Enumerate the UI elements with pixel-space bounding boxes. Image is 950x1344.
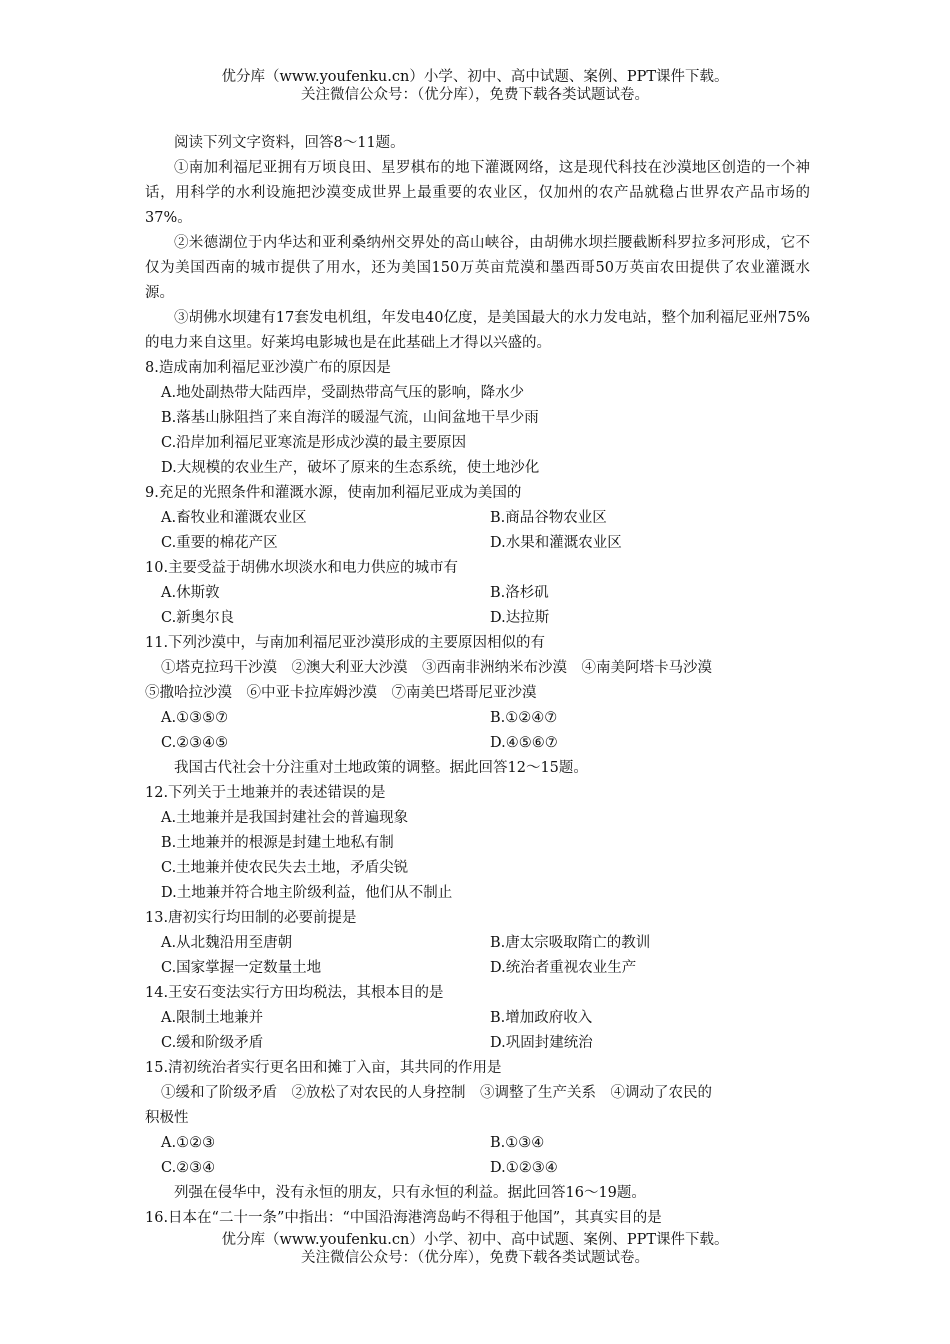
q10-option-a: A.休斯敦 [161, 585, 220, 601]
q14-options-row-2 [145, 1031, 810, 1056]
passage3-intro: 列强在侵华中，没有永恒的朋友，只有永恒的利益。据此回答16～19题。 [174, 1185, 646, 1201]
q13-option-d: D.统治者重视农业生产 [490, 960, 637, 976]
footer-line-2: 关注微信公众号：（优分库），免费下载各类试题试卷。 [301, 1250, 649, 1266]
q14-options-row-1 [145, 1006, 810, 1031]
passage1-para-3: ③胡佛水坝建有17套发电机组，年发电40亿度，是美国最大的水力发电站，整个加利福尼亚州75%的电力来自这里。好莱坞电影城也是在此基础上才得以兴盛的。 [145, 310, 810, 351]
question-16-stem: 16.日本在“二十一条”中指出：“中国沿海港湾岛屿不得租于他国”，其真实目的是 [145, 1210, 662, 1226]
footer-line-1: 优分库（www.youfenku.cn）小学、初中、高中试题、案例、PPT课件下载。 [221, 1232, 729, 1248]
passage1-intro: 阅读下列文字资料，回答8～11题。 [174, 135, 405, 151]
q14-option-b: B.增加政府收入 [490, 1010, 593, 1026]
question-9-stem: 9.充足的光照条件和灌溉水源，使南加利福尼亚成为美国的 [145, 485, 522, 501]
q13-options-row-2 [145, 956, 810, 981]
q8-option-a: A.地处副热带大陆西岸，受副热带高气压的影响，降水少 [161, 385, 525, 401]
q12-option-a: A.土地兼并是我国封建社会的普遍现象 [161, 810, 409, 826]
passage1-para-1: ①南加利福尼亚拥有万顷良田、星罗棋布的地下灌溉网络，这是现代科技在沙漠地区创造的一个神话，用科学的水利设施把沙漠变成世界上最重要的农业区，仅加州的农产品就稳占世界农产品市场的37%。 [145, 160, 810, 226]
q10-option-b: B.洛杉矶 [490, 585, 549, 601]
q15-option-c: C.②③④ [161, 1160, 216, 1176]
q12-option-b: B.土地兼并的根源是封建土地私有制 [161, 835, 394, 851]
q15-option-a: A.①②③ [161, 1135, 216, 1151]
question-12-stem: 12.下列关于土地兼并的表述错误的是 [145, 785, 386, 801]
q8-option-d: D.大规模的农业生产，破坏了原来的生态系统，使土地沙化 [161, 460, 540, 476]
q9-option-b: B.商品谷物农业区 [490, 510, 607, 526]
q8-option-c: C.沿岸加利福尼亚寒流是形成沙漠的最主要原因 [161, 435, 467, 451]
q11-options-row-1 [145, 706, 810, 731]
q12-option-d: D.土地兼并符合地主阶级利益，他们从不制止 [161, 885, 453, 901]
q14-option-c: C.缓和阶级矛盾 [161, 1035, 264, 1051]
q13-options-row-1 [145, 931, 810, 956]
q11-option-a: A.①③⑤⑦ [161, 710, 229, 726]
question-11-stem: 11.下列沙漠中，与南加利福尼亚沙漠形成的主要原因相似的有 [145, 635, 546, 651]
header-line-1: 优分库（www.youfenku.cn）小学、初中、高中试题、案例、PPT课件下载。 [221, 69, 729, 85]
q15-items-line-2: 积极性 [145, 1110, 189, 1126]
q15-items-line-1: ①缓和了阶级矛盾 ②放松了对农民的人身控制 ③调整了生产关系 ④调动了农民的 [161, 1085, 712, 1101]
q10-option-d: D.达拉斯 [490, 610, 550, 626]
q9-option-a: A.畜牧业和灌溉农业区 [161, 510, 307, 526]
q10-option-c: C.新奥尔良 [161, 610, 235, 626]
passage2-intro: 我国古代社会十分注重对土地政策的调整。据此回答12～15题。 [174, 760, 588, 776]
passage1-para-2: ②米德湖位于内华达和亚利桑纳州交界处的高山峡谷，由胡佛水坝拦腰截断科罗拉多河形成，它不仅为美国西南的城市提供了用水，还为美国150万英亩荒漠和墨西哥50万英亩农田提供了农业灌溉水源。 [145, 235, 810, 301]
page-footer [0, 1231, 950, 1267]
question-10-stem: 10.主要受益于胡佛水坝淡水和电力供应的城市有 [145, 560, 459, 576]
q11-option-b: B.①②④⑦ [490, 710, 558, 726]
q9-option-c: C.重要的棉花产区 [161, 535, 278, 551]
q11-option-c: C.②③④⑤ [161, 735, 229, 751]
question-14-stem: 14.王安石变法实行方田均税法，其根本目的是 [145, 985, 444, 1001]
q9-options-row-2 [145, 531, 810, 556]
q11-option-d: D.④⑤⑥⑦ [490, 735, 558, 751]
q14-option-d: D.巩固封建统治 [490, 1035, 593, 1051]
q15-option-d: D.①②③④ [490, 1160, 558, 1176]
q9-options-row-1 [145, 506, 810, 531]
q11-items-line-2: ⑤撒哈拉沙漠 ⑥中亚卡拉库姆沙漠 ⑦南美巴塔哥尼亚沙漠 [145, 685, 537, 701]
header-line-2: 关注微信公众号：（优分库），免费下载各类试题试卷。 [301, 87, 649, 103]
q14-option-a: A.限制土地兼并 [161, 1010, 264, 1026]
question-8-stem: 8.造成南加利福尼亚沙漠广布的原因是 [145, 360, 391, 376]
q10-options-row-2 [145, 606, 810, 631]
q9-option-d: D.水果和灌溉农业区 [490, 535, 622, 551]
q11-items-line-1: ①塔克拉玛干沙漠 ②澳大利亚大沙漠 ③西南非洲纳米布沙漠 ④南美阿塔卡马沙漠 [161, 660, 712, 676]
q15-options-row-1 [145, 1131, 810, 1156]
q15-options-row-2 [145, 1156, 810, 1181]
q15-option-b: B.①③④ [490, 1135, 545, 1151]
q13-option-a: A.从北魏沿用至唐朝 [161, 935, 293, 951]
q12-option-c: C.土地兼并使农民失去土地，矛盾尖锐 [161, 860, 409, 876]
q10-options-row-1 [145, 581, 810, 606]
page-header [0, 68, 950, 104]
q13-option-c: C.国家掌握一定数量土地 [161, 960, 322, 976]
q8-option-b: B.落基山脉阻挡了来自海洋的暖湿气流，山间盆地干旱少雨 [161, 410, 539, 426]
q13-option-b: B.唐太宗吸取隋亡的教训 [490, 935, 651, 951]
q11-options-row-2 [145, 731, 810, 756]
exam-content [145, 131, 810, 1231]
question-13-stem: 13.唐初实行均田制的必要前提是 [145, 910, 357, 926]
question-15-stem: 15.清初统治者实行更名田和摊丁入亩，其共同的作用是 [145, 1060, 502, 1076]
